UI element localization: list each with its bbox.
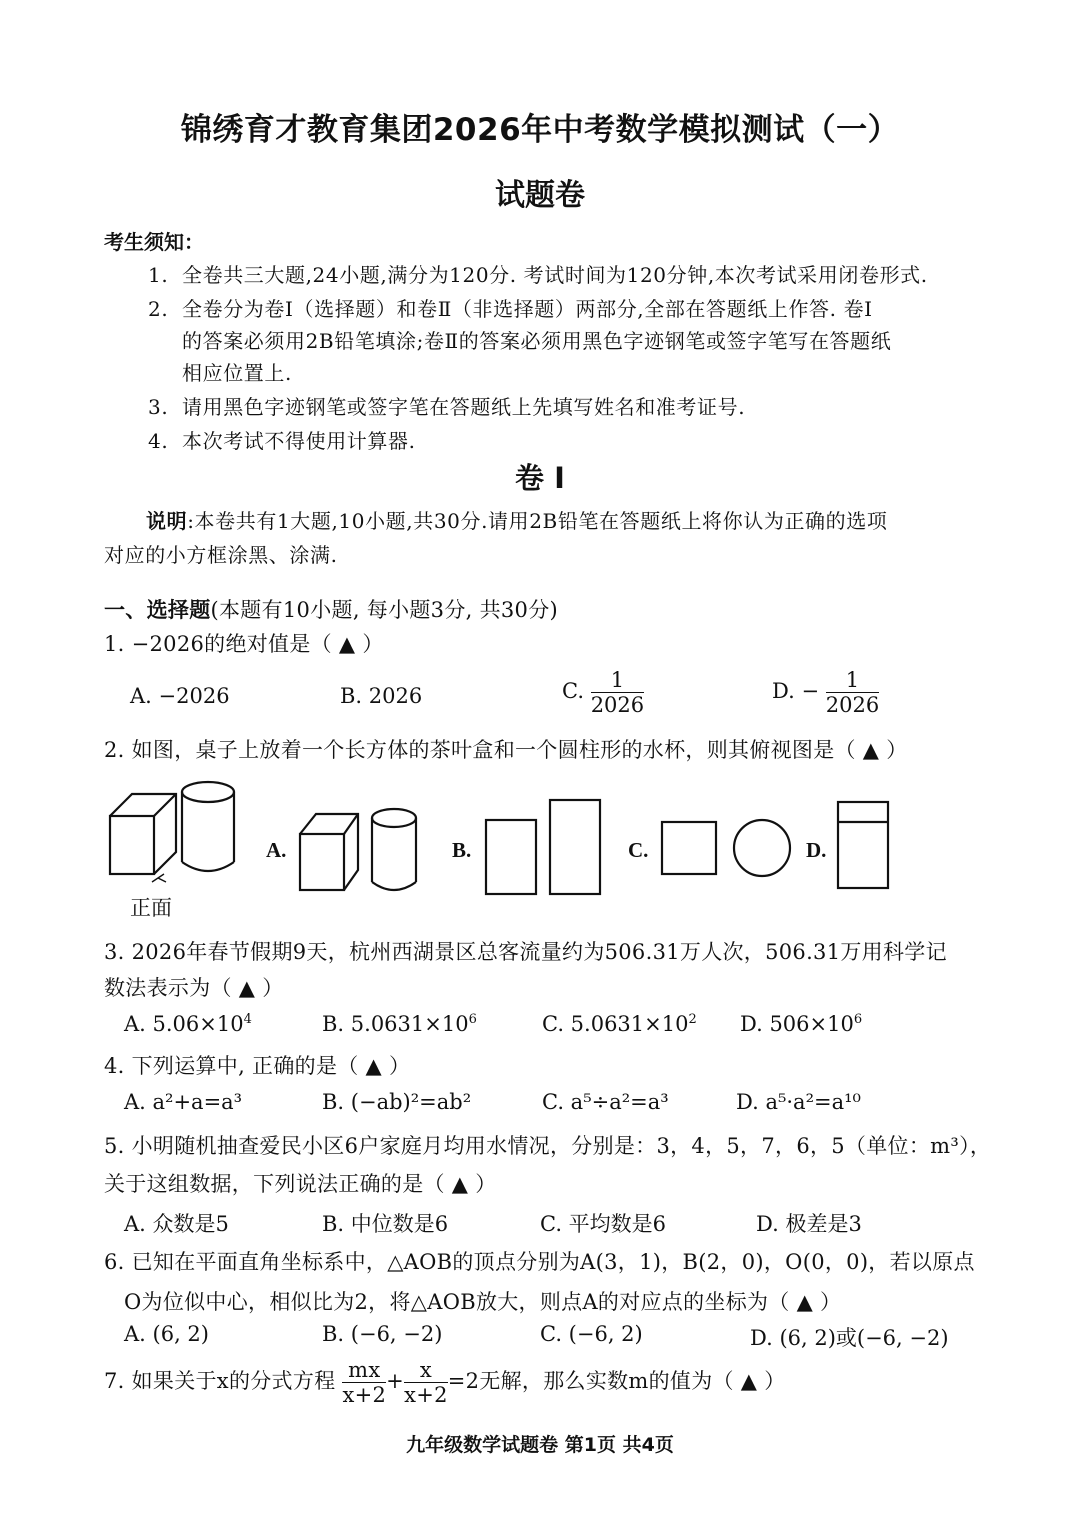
q5-stem-line1: 5. 小明随机抽查爱民小区6户家庭月均用水情况，分别是：3，4，5，7，6，5（单位：m³），: [104, 1134, 992, 1158]
q3-option-a-exp: 4: [243, 1012, 252, 1027]
q1-option-b: B. 2026: [340, 684, 423, 708]
q3-option-c-exp: 2: [688, 1012, 697, 1027]
q1-stem: 1. −2026的绝对值是（ ▲ ）: [104, 632, 384, 656]
part1-detail: (本题有10小题, 每小题3分, 共30分): [210, 598, 558, 622]
q4-stem: 4. 下列运算中, 正确的是（ ▲ ）: [104, 1054, 411, 1078]
q7-stem: [104, 1358, 786, 1407]
q2-option-a-figure: [296, 804, 426, 894]
instruction-1-num: 1.: [148, 263, 169, 287]
section-desc-line1: [146, 508, 887, 534]
q1-option-c-label: C.: [562, 679, 584, 703]
q7-f2-numerator: x: [404, 1358, 448, 1383]
q5-option-b: B. 中位数是6: [322, 1212, 449, 1236]
section-title: 卷 Ⅰ: [515, 461, 565, 495]
q7-fraction-2: [404, 1358, 448, 1407]
q6-option-b: B. (−6, −2): [322, 1322, 443, 1346]
q3-option-d-exp: 6: [853, 1012, 863, 1027]
q1-option-d: [772, 668, 879, 717]
q7-f1-numerator: mx: [342, 1358, 386, 1383]
instruction-2-num: 2.: [148, 297, 169, 321]
exam-title: 锦绣育才教育集团2026年中考数学模拟测试（一）: [180, 112, 900, 148]
q2-option-c-figure: [660, 818, 802, 880]
q7-fraction-1: [342, 1358, 386, 1407]
q1-option-c-fraction: [591, 668, 644, 717]
q2-option-b-figure: [484, 798, 606, 898]
q1-c-numerator: 1: [591, 668, 644, 693]
q3-option-d-base: D. 506×10: [740, 1012, 854, 1036]
page-footer: 九年级数学试题卷 第1页 共4页: [406, 1434, 674, 1456]
q2-option-c-label: C.: [628, 838, 649, 862]
q3-option-a: [124, 1012, 252, 1036]
instruction-3-num: 3.: [148, 395, 169, 419]
part1-label: 一、选择题: [104, 598, 211, 622]
q1-option-d-fraction: [826, 668, 879, 717]
exam-subtitle: 试题卷: [495, 178, 585, 213]
q5-stem-line2: 关于这组数据，下列说法正确的是（ ▲ ）: [104, 1172, 497, 1196]
q1-d-numerator: 1: [826, 668, 879, 693]
q2-option-d-figure: [836, 800, 892, 892]
q1-d-denominator: 2026: [825, 693, 880, 717]
instruction-2-line3: 相应位置上.: [182, 361, 292, 385]
q2-figure-main: [104, 778, 244, 890]
section-desc-text: :本卷共有1大题,10小题,共30分.请用2B铅笔在答题纸上将你认为正确的选项: [187, 509, 888, 533]
instruction-4-text: 本次考试不得使用计算器.: [182, 429, 416, 453]
instruction-3-text: 请用黑色字迹钢笔或签字笔在答题纸上先填写姓名和准考证号.: [182, 395, 746, 419]
q7-prefix: 7. 如果关于x的分式方程: [104, 1369, 336, 1393]
q4-option-b: B. (−ab)²=ab²: [322, 1090, 472, 1114]
q2-front-label: 正面: [130, 896, 172, 920]
q6-option-d: D. (6, 2)或(−6, −2): [750, 1326, 949, 1350]
q6-option-c: C. (−6, 2): [540, 1322, 643, 1346]
q7-suffix: =2无解，那么实数m的值为（ ▲ ）: [447, 1369, 786, 1393]
q6-stem-line2: O为位似中心，相似比为2，将△AOB放大，则点A的对应点的坐标为（ ▲ ）: [124, 1290, 842, 1314]
q2-option-b-label: B.: [452, 838, 472, 862]
q3-option-b: [322, 1012, 477, 1036]
q3-option-c: [542, 1012, 697, 1036]
q4-option-d: D. a⁵·a²=a¹⁰: [736, 1090, 861, 1114]
q6-stem-line1: 6. 已知在平面直角坐标系中，△AOB的顶点分别为A(3，1)，B(2，0)，O(0，0)，若以原点: [104, 1250, 975, 1274]
instruction-4-num: 4.: [148, 429, 169, 453]
q6-option-a: A. (6, 2): [124, 1322, 209, 1346]
q1-c-denominator: 2026: [590, 693, 645, 717]
q1-option-c: [562, 668, 644, 717]
section-desc-line2: 对应的小方框涂黑、涂满.: [104, 543, 338, 567]
instruction-1-text: 全卷共三大题,24小题,满分为120分. 考试时间为120分钟,本次考试采用闭卷形式.: [182, 263, 928, 287]
instruction-2-line2: 的答案必须用2B铅笔填涂;卷Ⅱ的答案必须用黑色字迹钢笔或签字笔写在答题纸: [182, 329, 892, 353]
q3-option-c-base: C. 5.0631×10: [542, 1012, 689, 1036]
q5-option-d: D. 极差是3: [756, 1212, 862, 1236]
q7-f2-denominator: x+2: [404, 1383, 448, 1407]
q2-option-a-label: A.: [266, 838, 287, 862]
q1-option-a: A. −2026: [130, 684, 230, 708]
q1-option-d-label: D. −: [772, 679, 820, 703]
q4-option-a: A. a²+a=a³: [124, 1090, 243, 1114]
part1-heading: [104, 594, 558, 624]
instructions-heading: 考生须知：: [104, 230, 204, 254]
q7-f1-denominator: x+2: [342, 1383, 387, 1407]
q7-plus: +: [386, 1369, 405, 1393]
q3-option-a-base: A. 5.06×10: [124, 1012, 244, 1036]
q2-stem: 2. 如图，桌子上放着一个长方体的茶叶盒和一个圆柱形的水杯，则其俯视图是（ ▲ ）: [104, 738, 908, 762]
q4-option-c: C. a⁵÷a²=a³: [542, 1090, 669, 1114]
q5-option-c: C. 平均数是6: [540, 1212, 667, 1236]
q3-option-b-base: B. 5.0631×10: [322, 1012, 469, 1036]
q3-stem-line1: 3. 2026年春节假期9天，杭州西湖景区总客流量约为506.31万人次，506.31万用科学记: [104, 940, 947, 964]
q3-option-b-exp: 6: [468, 1012, 477, 1027]
q5-option-a: A. 众数是5: [124, 1212, 229, 1236]
q3-option-d: [740, 1012, 862, 1036]
section-desc-label: 说明: [146, 509, 188, 533]
instruction-2-line1: 全卷分为卷Ⅰ（选择题）和卷Ⅱ（非选择题）两部分,全部在答题纸上作答. 卷Ⅰ: [182, 297, 873, 321]
q2-option-d-label: D.: [806, 838, 827, 862]
q3-stem-line2: 数法表示为（ ▲ ）: [104, 976, 284, 1000]
